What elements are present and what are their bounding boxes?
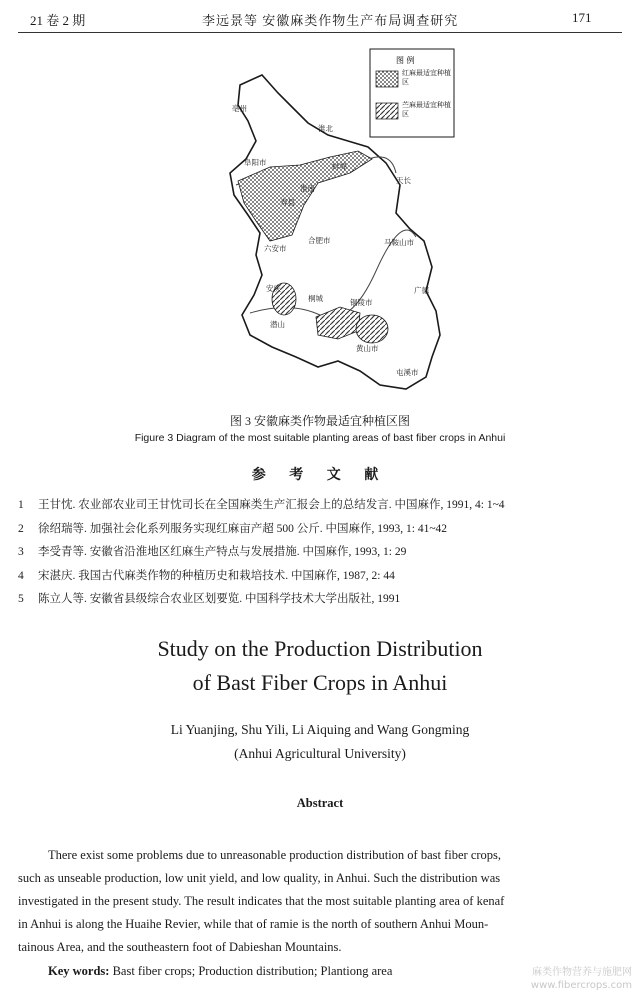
reference-number: 4 [18,569,24,582]
reference-number: 1 [18,499,24,511]
reference-text: 陈立人等. 安徽省县级综合农业区划要览. 中国科学技术大学出版社, 1991 [38,593,401,605]
figure-caption-en: Figure 3 Diagram of the most suitable planting areas of bast fiber crops in Anhui [134,432,506,444]
map-label: 阜阳市 [244,158,267,167]
anhui-map [200,45,460,405]
running-header [0,0,640,34]
paper-authors: Li Yuanjing, Shu Yili, Li Aiquing and Wang Gongming [170,722,470,737]
watermark-line: 麻类作物营养与施肥网 [532,967,632,978]
reference-text: 宋湛庆. 我国古代麻类作物的种植历史和栽培技术. 中国麻作, 1987, 2: 44 [38,569,395,582]
legend-swatch-kenaf [376,71,398,87]
ramie-zone-southeast [356,315,388,343]
abstract-body [18,844,624,959]
abstract-line: such as unseable production, low unit yield, and low quality, in Anhui. Such the distribution was [18,871,501,885]
legend-title: 图 例 [396,56,415,65]
legend-label-kenaf: 红麻最适宜种植区 [402,69,451,86]
paper-title-line: of Bast Fiber Crops in Anhui [192,670,448,695]
watermark-line: www.fibercrops.com [530,980,632,991]
keywords [48,964,392,979]
reference-number: 3 [18,546,24,558]
map-label: 屯溪市 [396,368,419,377]
legend-label-ramie: 苎麻最适宜种植区 [402,101,451,118]
map-label: 马鞍山市 [384,238,414,247]
reference-list [18,496,628,614]
reference-number: 5 [18,593,24,605]
keywords-text: Bast fiber crops; Production distribution; Plantiong area [112,964,393,978]
running-title: 李远景等 安徽麻类作物生产布局调查研究 [202,13,459,28]
paper-title-line: Study on the Production Distribution [157,636,483,661]
reference-item [18,567,628,591]
reference-text: 徐绍瑞等. 加强社会化系列服务实现红麻亩产超 500 公斤. 中国麻作, 1993, 1: 41~42 [38,522,448,535]
map-label: 合肥市 [308,236,331,245]
reference-item [18,520,628,544]
site-watermark [522,966,632,992]
map-label: 黄山市 [356,344,379,353]
map-label: 蚌埠 [332,162,347,171]
page-number: 171 [572,10,592,25]
abstract-line: There exist some problems due to unreasonable production distribution of bast fiber crops, [48,848,502,862]
references-heading: 参 考 文 献 [251,468,389,483]
abstract-line: in Anhui is along the Huaihe Revier, while that of ramie is the north of southern Anhui Moun- [18,917,489,931]
map-label: 铜陵市 [350,298,373,307]
abstract-line: investigated in the present study. The result indicates that the most suitable planting area of kenaf [18,894,505,908]
paper-title [0,632,640,700]
map-label: 寿县 [280,198,295,207]
reference-item [18,496,628,520]
map-label: 六安市 [264,244,287,253]
keywords-label: Key words: [48,964,110,978]
reference-number: 2 [18,522,24,535]
reference-text: 李受青等. 安徽省沿淮地区红麻生产特点与发展措施. 中国麻作, 1993, 1: 29 [38,546,407,558]
figure-caption-cn: 图 3 安徽麻类作物最适宜种植区图 [229,414,410,428]
map-label: 广德 [414,286,429,295]
anhui-map-figure [200,45,460,405]
map-label: 淮南 [300,184,315,193]
volume-issue: 21 卷 2 期 [30,13,86,28]
map-label: 安庆 [266,284,281,293]
abstract-line: tainous Area, and the southeastern foot of Dabieshan Mountains. [18,940,342,954]
map-label: 天长 [396,176,411,185]
map-label: 亳州 [232,104,247,113]
map-legend [370,49,454,137]
map-label: 潜山 [270,320,285,329]
map-label: 淮北 [318,124,333,133]
reference-text: 王甘忱. 农业部农业司王甘忱司长在全国麻类生产汇报会上的总结发言. 中国麻作, 1991, 4: 1~4 [38,499,505,511]
paper-affiliation: (Anhui Agricultural University) [234,746,406,761]
map-label: 桐城 [308,294,323,303]
reference-item [18,590,628,614]
abstract-heading: Abstract [296,796,344,810]
legend-swatch-ramie [376,103,398,119]
header-rule [18,32,622,33]
reference-item [18,543,628,567]
